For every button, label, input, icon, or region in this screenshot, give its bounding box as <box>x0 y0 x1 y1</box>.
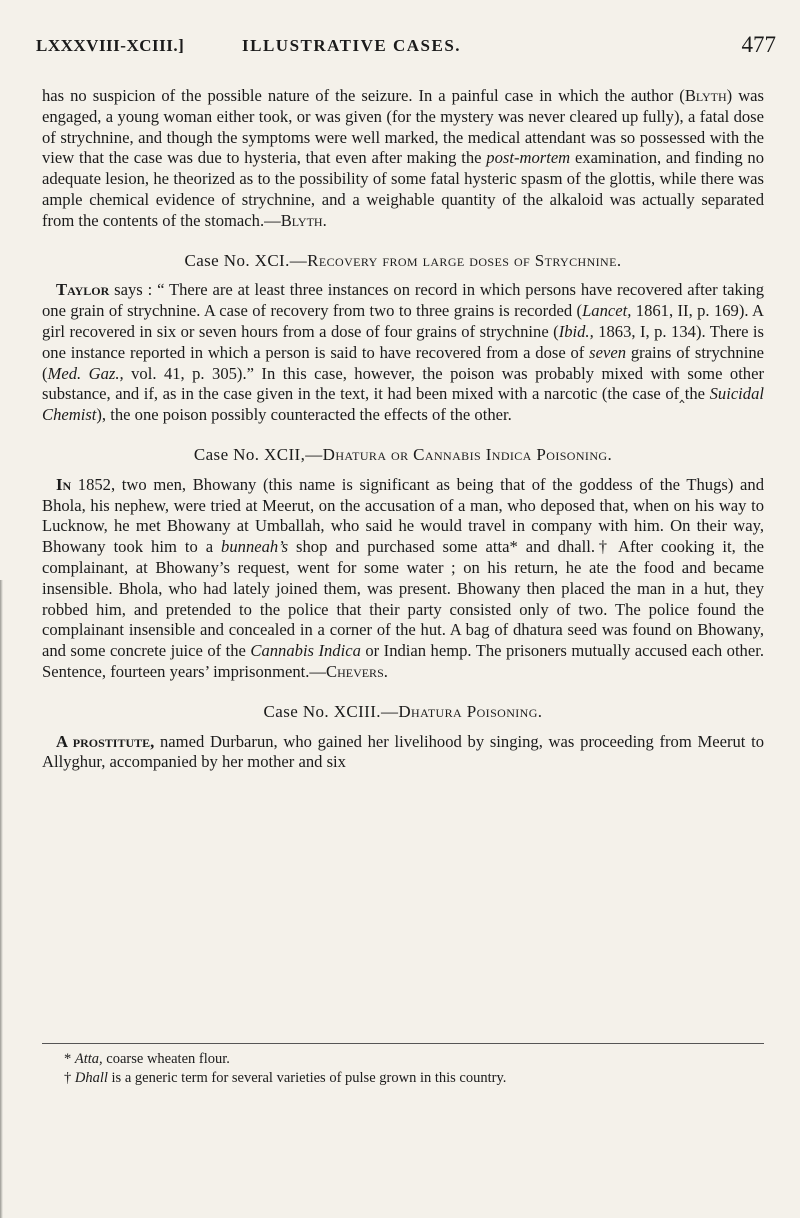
page-binding-shadow <box>0 580 3 1218</box>
footnote-dhall: † Dhall is a generic term for several varieties of pulse grown in this country. <box>64 1070 507 1086</box>
case-91-heading: Case No. XCI.—Recovery from large doses of Strychnine. <box>184 250 622 270</box>
case-92-heading: Case No. XCII,—Dhatura or Cannabis Indica Poisoning. <box>193 444 613 464</box>
footnotes <box>42 1043 764 1088</box>
signature-chevers: Chevers. <box>326 661 388 681</box>
paragraph-case-92: In 1852, two men, Bhowany (this name is significant as being that of the goddess of the Thugs) and Bhola, his nephew, were tried at Meerut, on the accusation of a man, who deposed that, when on his way to Lucknow, he met Bhowany at Umballah, who said he would travel in company with him. On their way, Bhowany took him to a bunneah’s shop and purchased some atta* and dhall.† After cooking it, the complainant, at Bhowany’s request, went for some water ; on his return, he ate the food and became insensible. Bhola, who had lately joined them, was present. Bhowany then placed the man in a hut, they robbed him, and pretended to the police that their party consisted only of two. The police found the complainant insensible and concealed in a corner of the hut. A bag of dhatura seed was found on Bhowany, and some concrete juice of the Cannabis Indica or Indian hemp. The prisoners mutually accused each other. Sentence, fourteen years’ imprisonment.—Chevers. <box>42 474 764 681</box>
page-number: 477 <box>741 32 776 57</box>
chapter-range: LXXXVIII-XCIII.] <box>36 36 185 55</box>
running-header <box>36 32 776 64</box>
paragraph-blyth: has no suspicion of the possible nature of the seizure. In a painful case in which the author (Blyth) was engaged, a young woman either took, or was given (for the mystery was never cleared up fully), a fatal dose of strychnine, and though the symptoms were well marked, the medical attendant was so possessed with the view that the case was due to hysteria, that even after making the post-mortem examination, and finding no adequate lesion, he theorized as to the possibility of some fatal hysteric spasm of the glottis, while there was ample chemical evidence of strychnine, and a weighable quantity of the alkaloid was actually separated from the contents of the stomach.—Blyth. <box>42 86 765 230</box>
running-title: ILLUSTRATIVE CASES. <box>242 36 462 55</box>
case-93-heading: Case No. XCIII.—Dhatura Poisoning. <box>263 701 543 721</box>
signature-blyth: Blyth. <box>280 210 327 230</box>
body-text <box>42 86 764 773</box>
paragraph-case-91: Taylor says : “ There are at least three instances on record in which persons have recovered after taking one grain of strychnine. A case of recovery from two to three grains is recorded (Lancet, 1861, II, p. 169). A girl recovered in six or seven hours from a dose of four grains of strychnine (Ibid., 1863, I, p. 134). There is one instance reported in which a person is said to have recovered from a dose of seven grains of strychnine (Med. Gaz., vol. 41, p. 305).” In this case, however, the poison was probably mixed with some other substance, and if, as in the case given in the text, it had been mixed with a narcotic (the case of‸the Suicidal Chemist), the one poison possibly counteracted the effects of the other. <box>42 280 764 425</box>
footnote-atta: * Atta, coarse wheaten flour. <box>64 1051 230 1067</box>
paragraph-case-93: A prostitute, named Durbarun, who gained her livelihood by singing, was proceeding from Meerut to Allyghur, accompanied by her mother and six <box>42 731 764 772</box>
